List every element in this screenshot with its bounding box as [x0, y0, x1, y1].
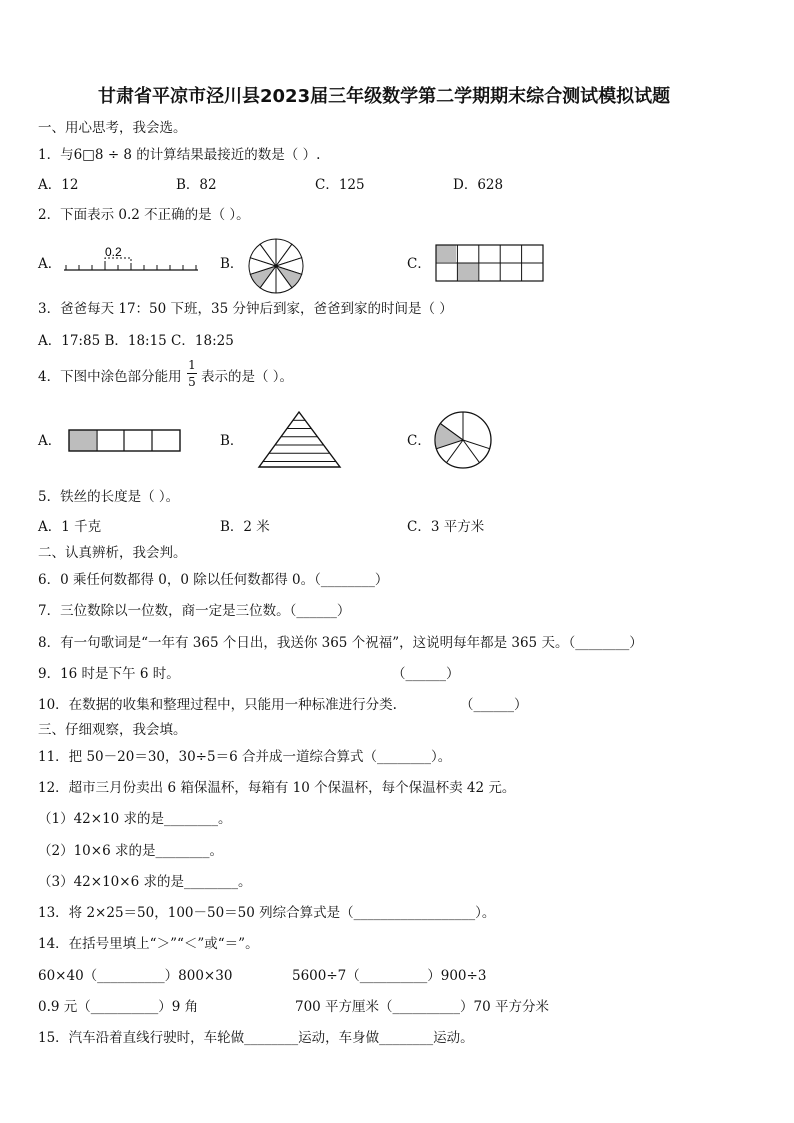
q14-row-2-right: 700 平方厘米（__________）70 平方分米: [295, 999, 550, 1015]
q8: 8．有一句歌词是“一年有 365 个日出，我送你 365 个祝福”，这说明每年都是 365 天。（________）: [38, 635, 643, 651]
section-2-heading: 二、认真辨析，我会判。: [38, 545, 187, 561]
q7: 7．三位数除以一位数，商一定是三位数。（______）: [38, 603, 351, 619]
page-title: 甘肃省平凉市泾川县2023届三年级数学第二学期期末综合测试模拟试题: [98, 86, 671, 107]
q10: 10．在数据的收集和整理过程中，只能用一种标准进行分类.: [38, 697, 397, 713]
q2-option-b: B．: [220, 256, 244, 272]
q5-stem: 5．铁丝的长度是（ ）。: [38, 489, 180, 505]
q15: 15．汽车沿着直线行驶时，车轮做________运动，车身做________运动。: [38, 1030, 474, 1046]
q12-part-2: （2）10×6 求的是________。: [38, 843, 223, 859]
q11: 11．把 50－20＝30，30÷5＝6 合并成一道综合算式（________）。: [38, 749, 452, 765]
q10-answer-blank[interactable]: （______）: [460, 697, 528, 713]
triangle-stripes-figure: [257, 410, 343, 470]
q4-option-a: A．: [38, 433, 62, 449]
q1-option-d: D．628: [453, 177, 504, 193]
q2-stem: 2．下面表示 0.2 不正确的是（ ）。: [38, 207, 250, 223]
q4-stem-pre: 4．下图中涂色部分能用: [38, 369, 182, 385]
q12-part-1: （1）42×10 求的是________。: [38, 811, 232, 827]
circle-fifths-figure: [434, 410, 494, 470]
q5-option-c: C．3 平方米: [407, 519, 485, 535]
q2-option-a: A．: [38, 256, 62, 272]
circle-tenths-figure: [248, 238, 304, 294]
q14-stem: 14．在括号里填上“＞”“＜”或“＝”。: [38, 936, 259, 952]
q14-row-1-left: 60×40（__________）800×30: [38, 968, 233, 984]
number-line-label: 0.2: [105, 245, 122, 259]
q12-part-3: （3）42×10×6 求的是________。: [38, 874, 252, 890]
q1-option-b: B．82: [176, 177, 217, 193]
q1-stem: 1．与6□8 ÷ 8 的计算结果最接近的数是（ ）.: [38, 147, 321, 163]
section-1-heading: 一、用心思考，我会选。: [38, 120, 187, 136]
q1-option-a: A．12: [38, 177, 79, 193]
q4-option-c: C．: [407, 433, 431, 449]
q3-options: A．17:85 B．18:15 C．18:25: [38, 333, 234, 349]
q4-option-b: B．: [220, 433, 244, 449]
number-line-figure: [64, 246, 200, 274]
q14-row-2-left: 0.9 元（__________）9 角: [38, 999, 199, 1015]
q4-stem-post: 表示的是（ ）。: [201, 369, 294, 385]
q9-answer-blank[interactable]: （______）: [392, 666, 460, 682]
q5-option-a: A．1 千克: [38, 519, 102, 535]
q9: 9．16 时是下午 6 时。: [38, 666, 180, 682]
q4-fraction-bar: [187, 373, 197, 374]
q1-option-c: C．125: [315, 177, 365, 193]
q4-fraction-numerator: 1: [188, 358, 196, 372]
grid-tenths-figure: [435, 244, 545, 284]
q4-fraction-denominator: 5: [188, 375, 196, 389]
q14-row-1-right: 5600÷7（__________）900÷3: [292, 968, 487, 984]
bar-fifths-figure: [67, 428, 183, 454]
q2-option-c: C．: [407, 256, 431, 272]
q5-option-b: B．2 米: [220, 519, 270, 535]
q12-stem: 12．超市三月份卖出 6 箱保温杯，每箱有 10 个保温杯，每个保温杯卖 42 元。: [38, 780, 516, 796]
section-3-heading: 三、仔细观察，我会填。: [38, 722, 187, 738]
q13: 13．将 2×25＝50，100－50＝50 列综合算式是（__________________）。: [38, 905, 496, 921]
q6: 6．0 乘任何数都得 0，0 除以任何数都得 0。（________）: [38, 572, 389, 588]
q3-stem: 3．爸爸每天 17：50 下班，35 分钟后到家，爸爸到家的时间是（ ）: [38, 301, 453, 317]
